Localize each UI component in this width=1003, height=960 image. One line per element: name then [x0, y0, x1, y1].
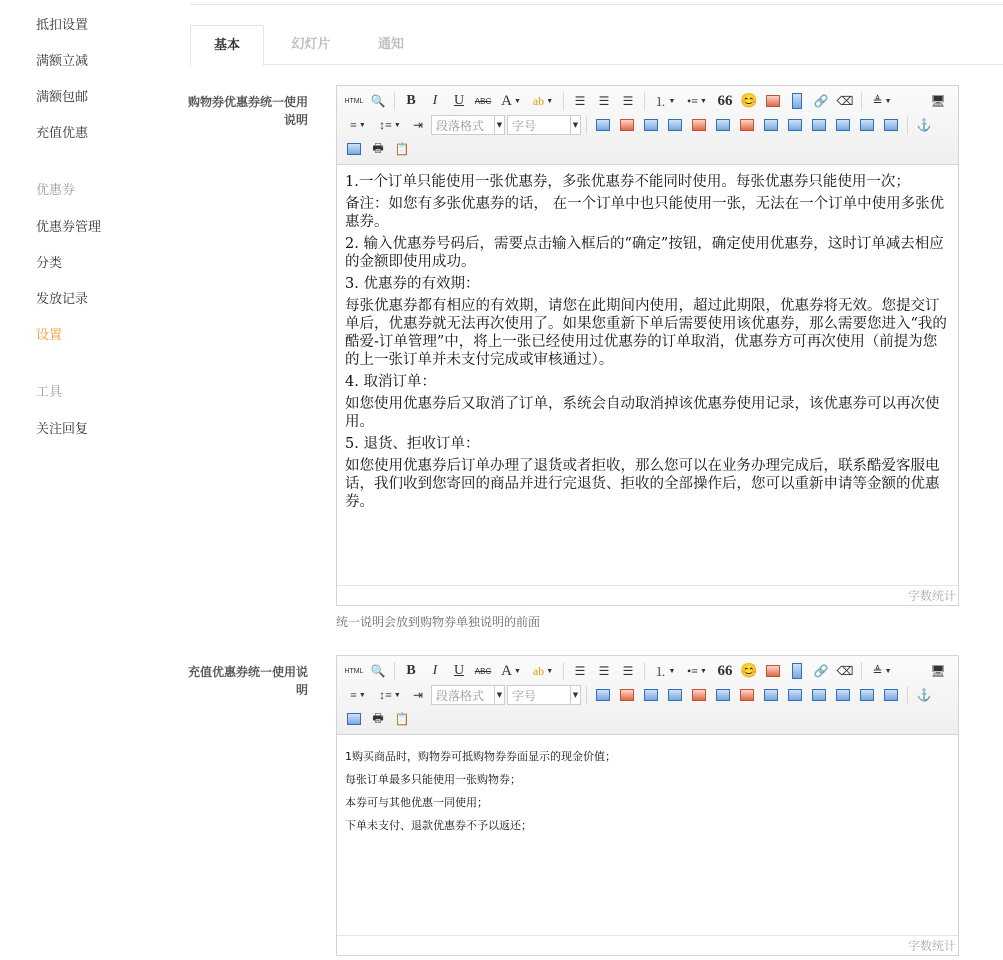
font-size-value: 字号: [512, 688, 537, 703]
background-color-button[interactable]: [528, 91, 558, 111]
sidebar-item-free-shipping[interactable]: 满额包邮: [36, 90, 89, 105]
split-cols-icon[interactable]: [880, 115, 902, 135]
delete-col-icon[interactable]: [736, 115, 758, 135]
template-icon[interactable]: [343, 139, 365, 159]
chevron-down-icon: ▼: [668, 97, 676, 105]
table-glyph: [620, 119, 634, 131]
delete-row-icon[interactable]: [688, 685, 710, 705]
unordered-list-icon: •≡: [687, 93, 699, 108]
merge-cells-icon[interactable]: [760, 115, 782, 135]
strikethrough-button[interactable]: ABC: [474, 666, 492, 676]
indent-icon[interactable]: ⇥: [412, 117, 424, 132]
highlighter-icon: ab: [532, 663, 545, 678]
link-icon[interactable]: 🔗: [813, 93, 829, 108]
html-source-button[interactable]: HTML: [344, 667, 364, 675]
underline-button[interactable]: U: [453, 93, 465, 108]
table-glyph: [740, 119, 754, 131]
paragraph-format-select[interactable]: [431, 685, 505, 705]
blockquote-button[interactable]: 66: [717, 662, 733, 679]
table-glyph: [812, 689, 826, 701]
chevron-down-icon: ▼: [358, 121, 366, 129]
line-spacing-icon: ↕≡: [379, 117, 392, 132]
table-glyph: [716, 119, 730, 131]
table-glyph: [668, 119, 682, 131]
table-glyph: [596, 119, 610, 131]
unordered-list-button[interactable]: [682, 91, 712, 111]
table-glyph: [884, 689, 898, 701]
editor-paragraph: 每张订单最多只能使用一张购物券；: [345, 773, 521, 786]
split-cells-icon[interactable]: [832, 685, 854, 705]
table-glyph: [836, 119, 850, 131]
merge-right-icon[interactable]: [784, 685, 806, 705]
tab-notification[interactable]: 通知: [377, 37, 404, 52]
template-icon[interactable]: [343, 709, 365, 729]
paragraph-spacing-icon: ≜: [872, 93, 883, 108]
font-size-select[interactable]: [507, 115, 581, 135]
paragraph-format-value: 段落格式: [436, 688, 485, 703]
image-glyph: [766, 665, 780, 677]
italic-button[interactable]: I: [432, 663, 438, 678]
insert-caption-icon[interactable]: [640, 115, 662, 135]
video-icon[interactable]: [786, 661, 808, 681]
background-color-button[interactable]: [528, 661, 558, 681]
video-glyph: [792, 663, 802, 679]
editor-content[interactable]: [337, 735, 958, 837]
merge-down-icon[interactable]: [808, 685, 830, 705]
split-rows-icon[interactable]: [856, 115, 878, 135]
ordered-list-icon: ⒈: [654, 664, 667, 679]
chevron-down-icon: ▼: [494, 116, 504, 134]
fullscreen-icon[interactable]: 🖥: [930, 663, 946, 678]
chevron-down-icon: ▼: [513, 97, 521, 105]
merge-down-icon[interactable]: [808, 115, 830, 135]
insert-row-icon[interactable]: [664, 685, 686, 705]
delete-row-icon[interactable]: [688, 115, 710, 135]
font-color-icon: A: [501, 92, 512, 109]
merge-right-icon[interactable]: [784, 115, 806, 135]
table-glyph: [716, 689, 730, 701]
highlighter-icon: ab: [532, 93, 545, 108]
chevron-down-icon: ▼: [393, 121, 401, 129]
insert-row-icon[interactable]: [664, 115, 686, 135]
chevron-down-icon: ▼: [884, 97, 892, 105]
font-color-button[interactable]: [496, 91, 526, 111]
table-glyph: [596, 689, 610, 701]
table-glyph: [692, 689, 706, 701]
chevron-down-icon: ▼: [700, 667, 707, 675]
unordered-list-icon: •≡: [687, 663, 699, 678]
table-glyph: [884, 119, 898, 131]
table-glyph: [668, 689, 682, 701]
recharge-instructions-label: 充值优惠券统一使用说明: [188, 665, 309, 697]
unordered-list-button[interactable]: [682, 661, 712, 681]
row-spacing-top-button[interactable]: [343, 685, 373, 705]
toolbar-separator: [586, 116, 587, 134]
toolbar-separator: [563, 92, 564, 110]
tab-slideshow[interactable]: 幻灯片: [291, 37, 331, 52]
sidebar-item-issue-records[interactable]: 发放记录: [36, 292, 89, 307]
toolbar-separator: [644, 92, 645, 110]
toolbar-separator: [907, 686, 908, 704]
print-icon[interactable]: 🖶: [372, 140, 384, 155]
toolbar-separator: [644, 662, 645, 680]
split-rows-icon[interactable]: [856, 685, 878, 705]
print-icon[interactable]: 🖶: [372, 710, 384, 725]
chevron-down-icon: ▼: [700, 97, 707, 105]
row-spacing-icon: ≡: [350, 687, 357, 702]
coupon-instructions-editor[interactable]: [336, 85, 959, 606]
chevron-down-icon: ▼: [570, 116, 580, 134]
insert-col-icon[interactable]: [712, 685, 734, 705]
image-icon[interactable]: [762, 91, 784, 111]
table-glyph: [764, 689, 778, 701]
editor-paragraph: 3. 优惠券的有效期：: [345, 276, 480, 292]
paragraph-format-select[interactable]: [431, 115, 505, 135]
sidebar-group-coupon: 优惠券: [36, 183, 76, 198]
tab-bar: [190, 25, 1003, 65]
recharge-instructions-editor[interactable]: [336, 655, 959, 956]
chevron-down-icon: ▼: [494, 686, 504, 704]
row-spacing-top-button[interactable]: [343, 115, 373, 135]
editor-paragraph: 1.一个订单只能使用一张优惠券，多张优惠券不能同时使用。每张优惠券只能使用一次；: [345, 174, 910, 190]
sidebar-group-tools: 工具: [36, 385, 63, 400]
font-color-button[interactable]: [496, 661, 526, 681]
chevron-down-icon: ▼: [668, 667, 676, 675]
paragraph-format-value: 段落格式: [436, 118, 485, 133]
delete-col-icon[interactable]: [736, 685, 758, 705]
insert-table-icon[interactable]: [592, 115, 614, 135]
template-glyph: [347, 713, 361, 725]
toolbar-separator: [394, 662, 395, 680]
coupon-instructions-hint: 统一说明会放到购物券单独说明的前面: [336, 615, 541, 629]
align-center-icon[interactable]: ☰: [598, 663, 610, 678]
chevron-down-icon: ▼: [570, 686, 580, 704]
underline-button[interactable]: U: [453, 663, 465, 678]
table-glyph: [692, 119, 706, 131]
italic-button[interactable]: I: [432, 93, 438, 108]
paste-icon[interactable]: 📋: [394, 141, 410, 156]
table-glyph: [740, 689, 754, 701]
sidebar-item-category[interactable]: 分类: [36, 256, 63, 271]
chevron-down-icon: ▼: [393, 691, 401, 699]
align-left-icon[interactable]: ☰: [574, 93, 586, 108]
video-glyph: [792, 93, 802, 109]
table-glyph: [788, 119, 802, 131]
sidebar-item-follow-reply[interactable]: 关注回复: [36, 422, 89, 437]
editor-paragraph: 下单未支付、退款优惠券不予以返还；: [345, 819, 532, 832]
editor-toolbar: [337, 86, 958, 165]
toolbar-separator: [586, 686, 587, 704]
ordered-list-icon: ⒈: [654, 94, 667, 109]
chevron-down-icon: ▼: [884, 667, 892, 675]
emoticon-icon[interactable]: 😊: [740, 93, 758, 109]
font-size-select[interactable]: [507, 685, 581, 705]
html-source-button[interactable]: HTML: [344, 97, 364, 105]
sidebar-item-recharge-discount[interactable]: 充值优惠: [36, 126, 89, 141]
editor-toolbar: [337, 656, 958, 735]
ordered-list-button[interactable]: [650, 661, 680, 681]
preview-icon[interactable]: 🔍: [370, 93, 386, 108]
insert-col-icon[interactable]: [712, 115, 734, 135]
word-count: 字数统计: [337, 935, 958, 955]
chevron-down-icon: ▼: [358, 691, 366, 699]
toolbar-separator: [861, 92, 862, 110]
line-height-button[interactable]: [867, 661, 897, 681]
chevron-down-icon: ▼: [513, 667, 521, 675]
table-glyph: [620, 689, 634, 701]
toolbar-separator: [394, 92, 395, 110]
font-color-icon: A: [501, 662, 512, 679]
font-size-value: 字号: [512, 118, 537, 133]
image-icon[interactable]: [762, 661, 784, 681]
paragraph-spacing-icon: ≜: [872, 663, 883, 678]
table-glyph: [644, 119, 658, 131]
template-glyph: [347, 143, 361, 155]
paste-icon[interactable]: 📋: [394, 711, 410, 726]
table-glyph: [860, 119, 874, 131]
editor-paragraph: 如您使用优惠券后订单办理了退货或者拒收，那么您可以在业务办理完成后，联系酷爱客服电话，我们收到您寄回的商品并进行完退货、拒收的全部操作后，您可以重新申请等金额的优惠券。: [345, 458, 940, 510]
editor-paragraph: 备注：如您有多张优惠券的话， 在一个订单中也只能使用一张，无法在一个订单中使用多张优惠券。: [345, 196, 945, 230]
toolbar-separator: [907, 116, 908, 134]
merge-cells-icon[interactable]: [760, 685, 782, 705]
editor-paragraph: 4. 取消订单：: [345, 374, 436, 390]
chevron-down-icon: ▼: [546, 97, 554, 105]
insert-table-icon[interactable]: [592, 685, 614, 705]
row-spacing-icon: ≡: [350, 117, 357, 132]
sidebar: [0, 0, 180, 960]
indent-icon[interactable]: ⇥: [412, 687, 424, 702]
editor-paragraph: 每张优惠券都有相应的有效期，请您在此期间内使用，超过此期限，优惠券将无效。您提交订单后，优惠券就无法再次使用了。如果您重新下单后需要使用该优惠券，那么需要您进入“我的酷爱-订单管理”中，将上一张已经使用过优惠券的订单取消，优惠券方可再次使用（前提为您的上一张订单并未支付完成或审核通过）。: [345, 298, 947, 368]
link-icon[interactable]: 🔗: [813, 663, 829, 678]
table-glyph: [860, 689, 874, 701]
fullscreen-icon[interactable]: 🖥: [930, 93, 946, 108]
emoticon-icon[interactable]: 😊: [740, 663, 758, 679]
toolbar-separator: [563, 662, 564, 680]
eraser-icon[interactable]: ⌫: [836, 663, 854, 678]
align-center-icon[interactable]: ☰: [598, 93, 610, 108]
image-glyph: [766, 95, 780, 107]
eraser-icon[interactable]: ⌫: [836, 93, 854, 108]
sidebar-item-coupon-management[interactable]: 优惠券管理: [36, 220, 102, 235]
editor-paragraph: 1购买商品时，购物券可抵购物券券面显示的现金价值；: [345, 750, 616, 763]
line-height-button[interactable]: [867, 91, 897, 111]
align-left-icon[interactable]: ☰: [574, 663, 586, 678]
ordered-list-button[interactable]: [650, 91, 680, 111]
anchor-icon[interactable]: ⚓: [916, 687, 932, 702]
bold-button[interactable]: B: [406, 93, 416, 108]
delete-table-icon[interactable]: [616, 115, 638, 135]
preview-icon[interactable]: 🔍: [370, 663, 386, 678]
insert-caption-icon[interactable]: [640, 685, 662, 705]
editor-paragraph: 2. 输入优惠券号码后，需要点击输入框后的“确定”按钮，确定使用优惠券，这时订单减去相应的金额即使用成功。: [345, 236, 944, 270]
table-glyph: [812, 119, 826, 131]
blockquote-button[interactable]: 66: [717, 92, 733, 109]
line-spacing-button[interactable]: [375, 685, 405, 705]
chevron-down-icon: ▼: [546, 667, 554, 675]
coupon-instructions-label: 购物券优惠券统一使用说明: [188, 95, 309, 127]
split-cols-icon[interactable]: [880, 685, 902, 705]
strikethrough-button[interactable]: ABC: [474, 96, 492, 106]
tab-basic[interactable]: 基本: [190, 25, 264, 66]
table-glyph: [764, 119, 778, 131]
table-glyph: [644, 689, 658, 701]
delete-table-icon[interactable]: [616, 685, 638, 705]
sidebar-item-full-reduction[interactable]: 满额立减: [36, 54, 89, 69]
align-right-icon[interactable]: ☰: [622, 93, 634, 108]
editor-paragraph: 本券可与其他优惠一同使用；: [345, 796, 488, 809]
anchor-icon[interactable]: ⚓: [916, 117, 932, 132]
line-spacing-icon: ↕≡: [379, 687, 392, 702]
word-count: 字数统计: [337, 585, 958, 605]
split-cells-icon[interactable]: [832, 115, 854, 135]
bold-button[interactable]: B: [406, 663, 416, 678]
top-divider: [190, 4, 1003, 5]
editor-content[interactable]: [337, 165, 958, 511]
table-glyph: [836, 689, 850, 701]
editor-paragraph: 如您使用优惠券后又取消了订单，系统会自动取消掉该优惠券使用记录，该优惠券可以再次使用。: [345, 396, 940, 430]
editor-paragraph: 5. 退货、拒收订单：: [345, 436, 480, 452]
line-spacing-button[interactable]: [375, 115, 405, 135]
sidebar-item-deduction-settings[interactable]: 抵扣设置: [36, 18, 89, 33]
align-right-icon[interactable]: ☰: [622, 663, 634, 678]
table-glyph: [788, 689, 802, 701]
sidebar-item-settings[interactable]: 设置: [36, 328, 63, 343]
toolbar-separator: [861, 662, 862, 680]
video-icon[interactable]: [786, 91, 808, 111]
